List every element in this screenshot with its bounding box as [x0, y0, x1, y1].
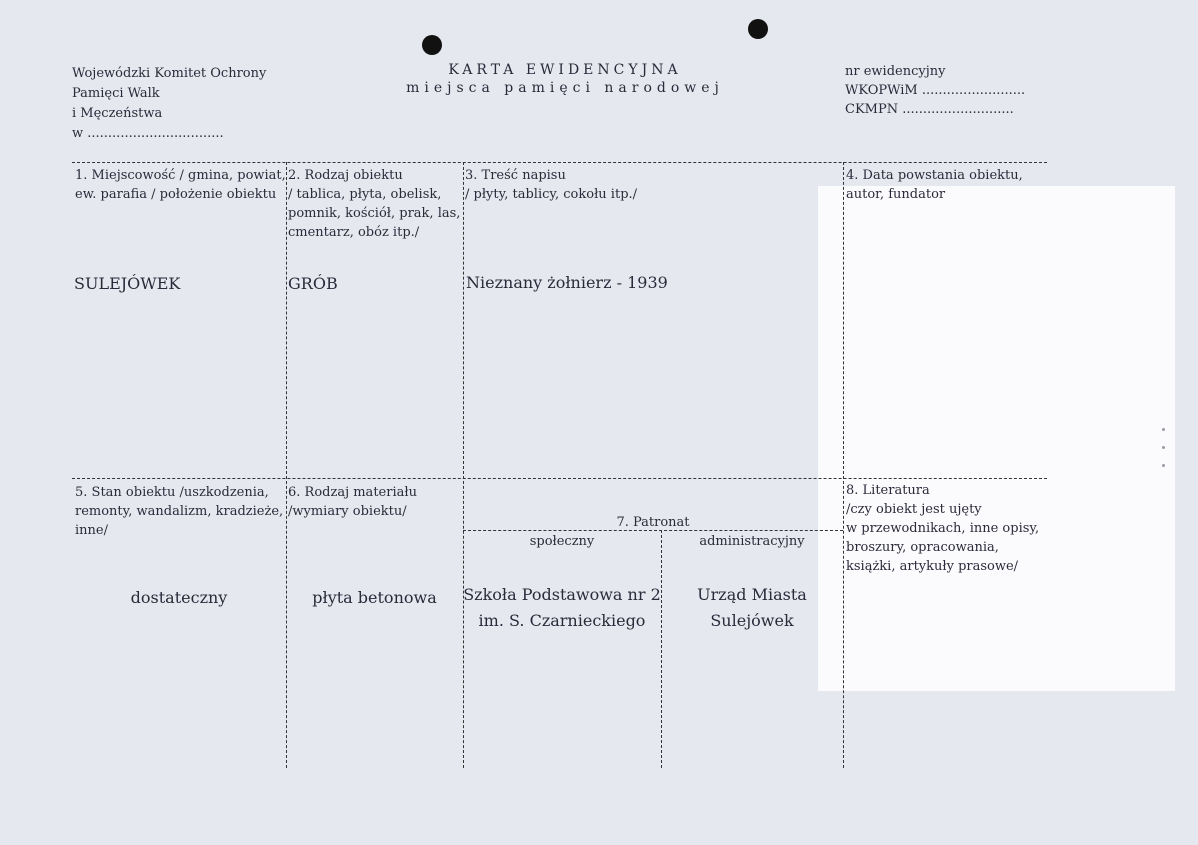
page-title: KARTA EWIDENCYJNA [448, 62, 682, 78]
committee-line: i Męczeństwa [72, 106, 163, 121]
punch-hole-left [422, 35, 442, 55]
title-block [400, 62, 730, 96]
section-6-value: płyta betonowa [312, 588, 437, 607]
committee-line: Pamięci Walk [72, 86, 160, 101]
section-4-label: 4. Data powstania obiektu, autor, fundator [846, 168, 1023, 202]
patronat-admin-value: Urząd Miasta Sulejówek [697, 585, 807, 630]
scan-dot [1162, 428, 1165, 431]
page-subtitle: miejsca pamięci narodowej [406, 80, 724, 96]
reg-line: WKOPWiM ......................... [845, 83, 1026, 98]
scan-dot [1162, 464, 1165, 467]
grid-line-top [72, 162, 1047, 163]
reg-line: nr ewidencyjny [845, 64, 946, 79]
blank-area [818, 186, 1175, 691]
patronat-admin-label: administracyjny [699, 534, 805, 549]
section-1-label: 1. Miejscowość / gmina, powiat, ew. parafia / położenie obiektu [75, 168, 286, 202]
section-2-value: GRÓB [288, 274, 338, 293]
grid-line-v4 [661, 530, 662, 768]
section-7-label: 7. Patronat [616, 515, 690, 530]
patronat-social-label: społeczny [529, 534, 595, 549]
punch-hole-right [748, 19, 768, 39]
scan-dot [1162, 446, 1165, 449]
patronat-social-value: Szkoła Podstawowa nr 2 im. S. Czarnieckiego [463, 585, 661, 630]
grid-line-v2 [463, 162, 464, 768]
grid-line-v1 [286, 162, 287, 768]
section-1-value: SULEJÓWEK [74, 274, 181, 293]
section-2-label: 2. Rodzaj obiektu / tablica, płyta, obelisk, pomnik, kościół, prak, las, cmentarz, obóz itp./ [288, 168, 461, 240]
grid-line-v3 [843, 162, 844, 768]
section-8-label: 8. Literatura /czy obiekt jest ujęty w przewodnikach, inne opisy, broszury, opracowania, książki, artykuły prasowe/ [846, 483, 1040, 574]
reg-line: CKMPN ........................... [845, 102, 1014, 117]
section-3-label: 3. Treść napisu / płyty, tablicy, cokołu itp./ [465, 168, 638, 202]
section-5-label: 5. Stan obiektu /uszkodzenia, remonty, wandalizm, kradzieże, inne/ [75, 485, 284, 538]
section-3-value: Nieznany żołnierz - 1939 [466, 273, 668, 292]
section-5-value: dostateczny [130, 588, 228, 607]
committee-line: w ................................. [72, 126, 224, 141]
section-6-label: 6. Rodzaj materiału /wymiary obiektu/ [288, 485, 417, 519]
registration-block [845, 62, 1025, 119]
grid-line-middle [72, 478, 1047, 479]
committee-block [72, 64, 266, 144]
committee-line: Wojewódzki Komitet Ochrony [72, 66, 267, 81]
